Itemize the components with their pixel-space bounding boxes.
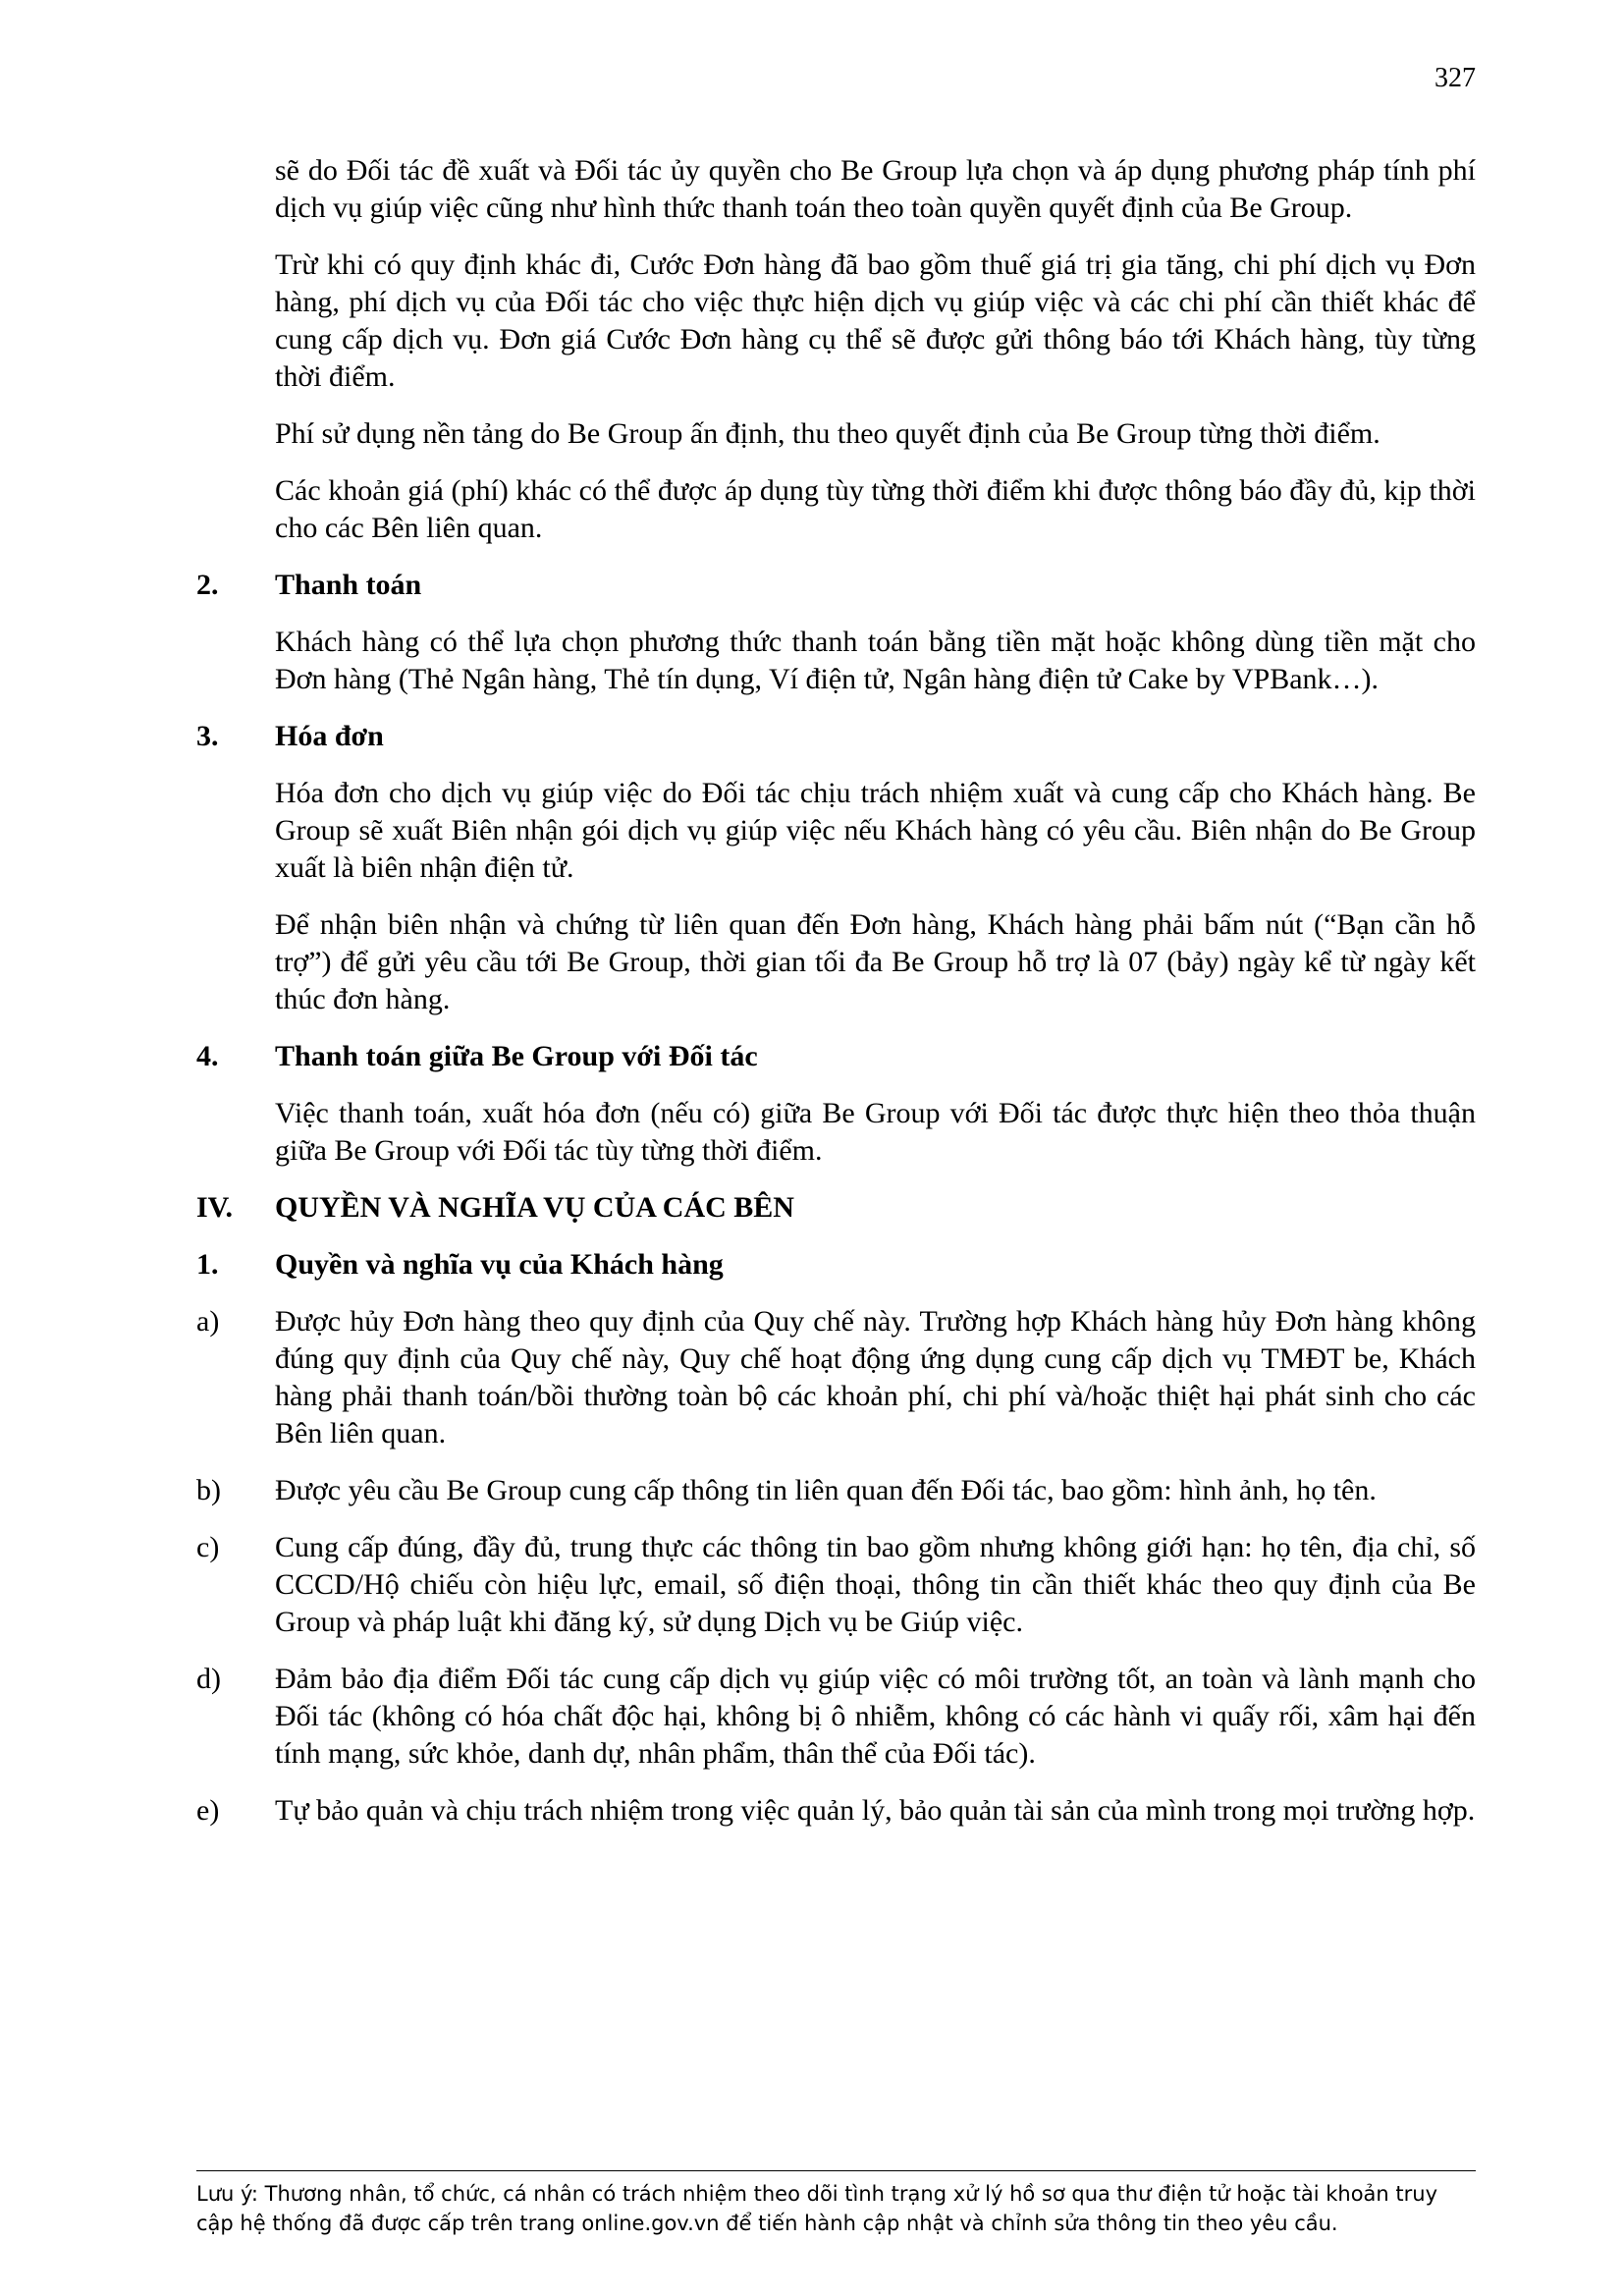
section-title: Hóa đơn [275, 720, 384, 752]
list-item-text: Được hủy Đơn hàng theo quy định của Quy chế này. Trường hợp Khách hàng hủy Đơn hàng không đúng quy định của Quy chế này, Quy chế hoạt động ứng dụng cung cấp dịch vụ TMĐT be, Khách hàng phải thanh toán/bồi thường toàn bộ các khoản phí, chi phí và/hoặc thiệt hại phát sinh cho các Bên liên quan. [275, 1305, 1476, 1449]
section-number: 2. [196, 569, 219, 601]
list-item [196, 1472, 1476, 1509]
list-item [196, 1661, 1476, 1773]
chapter-heading [196, 1189, 1476, 1227]
list-item-label: c) [196, 1531, 220, 1563]
list-item [196, 1792, 1476, 1830]
list-item-label: d) [196, 1663, 221, 1695]
list-item [196, 1529, 1476, 1641]
section-title: Thanh toán giữa Be Group với Đối tác [275, 1040, 758, 1072]
section-heading [196, 567, 1476, 604]
paragraph: sẽ do Đối tác đề xuất và Đối tác ủy quyền cho Be Group lựa chọn và áp dụng phương pháp tính phí dịch vụ giúp việc cũng như hình thức thanh toán theo toàn quyền quyết định của Be Group. [275, 154, 1476, 224]
paragraph: Việc thanh toán, xuất hóa đơn (nếu có) giữa Be Group với Đối tác được thực hiện theo thỏa thuận giữa Be Group với Đối tác tùy từng thời điểm. [275, 1097, 1476, 1167]
list-item-text: Được yêu cầu Be Group cung cấp thông tin liên quan đến Đối tác, bao gồm: hình ảnh, họ tên. [275, 1474, 1377, 1506]
paragraph: Để nhận biên nhận và chứng từ liên quan đến Đơn hàng, Khách hàng phải bấm nút (“Bạn cần hỗ trợ”) để gửi yêu cầu tới Be Group, thời gian tối đa Be Group hỗ trợ là 07 (bảy) ngày kể từ ngày kết thúc đơn hàng. [275, 908, 1476, 1015]
section-title: Quyền và nghĩa vụ của Khách hàng [275, 1248, 724, 1281]
section-number: 4. [196, 1040, 219, 1072]
section-heading [196, 718, 1476, 755]
list-item [196, 1303, 1476, 1452]
list-item-text: Cung cấp đúng, đầy đủ, trung thực các thông tin bao gồm nhưng không giới hạn: họ tên, địa chỉ, số CCCD/Hộ chiếu còn hiệu lực, email, số điện thoại, thông tin cần thiết khác theo quy định của Be Group và pháp luật khi đăng ký, sử dụng Dịch vụ be Giúp việc. [275, 1531, 1476, 1638]
section-number: 3. [196, 720, 219, 752]
paragraph: Phí sử dụng nền tảng do Be Group ấn định, thu theo quyết định của Be Group từng thời điểm. [275, 417, 1380, 450]
section-number: 1. [196, 1248, 219, 1281]
list-item-label: b) [196, 1474, 221, 1506]
list-item-label: a) [196, 1305, 220, 1338]
document-body [196, 152, 1476, 1849]
page-number: 327 [1435, 63, 1476, 93]
list-item-label: e) [196, 1794, 220, 1827]
section-title: Thanh toán [275, 569, 422, 601]
list-item-text: Đảm bảo địa điểm Đối tác cung cấp dịch vụ giúp việc có môi trường tốt, an toàn và lành mạnh cho Đối tác (không có hóa chất độc hại, không bị ô nhiễm, không có các hành vi quấy rối, xâm hại đến tính mạng, sức khỏe, danh dự, nhân phẩm, thân thể của Đối tác). [275, 1663, 1476, 1770]
chapter-title: QUYỀN VÀ NGHĨA VỤ CỦA CÁC BÊN [275, 1191, 794, 1224]
chapter-number: IV. [196, 1191, 233, 1224]
footer-note: Lưu ý: Thương nhân, tổ chức, cá nhân có trách nhiệm theo dõi tình trạng xử lý hồ sơ qua thư điện tử hoặc tài khoản truy cập hệ thống đã được cấp trên trang online.gov.vn để tiến hành cập nhật và chỉnh sửa thông tin theo yêu cầu. [196, 2170, 1476, 2238]
paragraph: Các khoản giá (phí) khác có thể được áp dụng tùy từng thời điểm khi được thông báo đầy đủ, kịp thời cho các Bên liên quan. [275, 474, 1476, 544]
list-item-text: Tự bảo quản và chịu trách nhiệm trong việc quản lý, bảo quản tài sản của mình trong mọi trường hợp. [275, 1794, 1476, 1827]
paragraph: Trừ khi có quy định khác đi, Cước Đơn hàng đã bao gồm thuế giá trị gia tăng, chi phí dịch vụ Đơn hàng, phí dịch vụ của Đối tác cho việc thực hiện dịch vụ giúp việc và các chi phí cần thiết khác để cung cấp dịch vụ. Đơn giá Cước Đơn hàng cụ thể sẽ được gửi thông báo tới Khách hàng, tùy từng thời điểm. [275, 248, 1476, 393]
section-heading [196, 1038, 1476, 1075]
paragraph: Khách hàng có thể lựa chọn phương thức thanh toán bằng tiền mặt hoặc không dùng tiền mặt cho Đơn hàng (Thẻ Ngân hàng, Thẻ tín dụng, Ví điện tử, Ngân hàng điện tử Cake by VPBank…). [275, 626, 1476, 695]
paragraph: Hóa đơn cho dịch vụ giúp việc do Đối tác chịu trách nhiệm xuất và cung cấp cho Khách hàng. Be Group sẽ xuất Biên nhận gói dịch vụ giúp việc nếu Khách hàng có yêu cầu. Biên nhận do Be Group xuất là biên nhận điện tử. [275, 777, 1476, 884]
section-heading [196, 1246, 1476, 1284]
